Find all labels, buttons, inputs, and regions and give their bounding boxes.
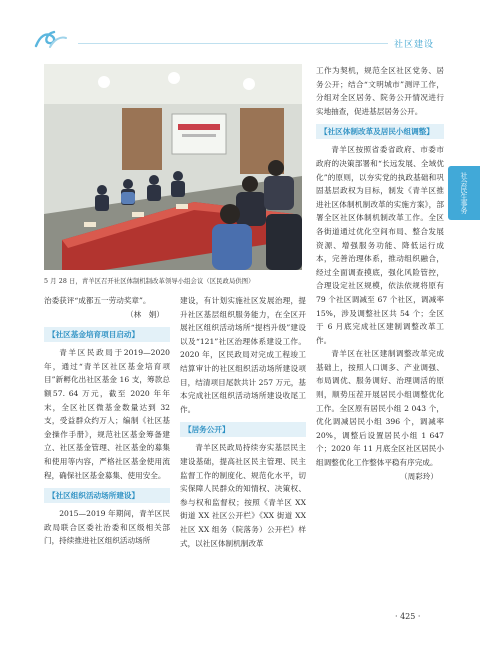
photo-caption: 5 月 28 日，青羊区召开社区体制机制改革领导小组会议（区民政局供图）: [44, 278, 255, 285]
paragraph: 青羊区按照省委省政府、市委市政府的决策部署和“长远发展、全域优化”的原则，以夯实党的执政基础和巩固基层政权为目标，制发《青羊区推进社区体制机制改革的实施方案》，部署全区社区体制机制改革工作。全区各街道通过优化空间布局、整合发展资源、增强服务功能、降低运行成本，完善治理体系，推动组织融合，经过全面调查摸底，强化风险管控，合理设定社区规模，依法依规将原有 79 个社区调减至 67 个社区，调减率 15%，涉及调整社区共 54 个；全区于 6 月底完成社区建制调整改革工作。: [316, 145, 444, 345]
section-heading: 【社区基金培育项目启动】: [44, 327, 170, 342]
section-heading: 【社区体制改革及居民小组调整】: [316, 124, 444, 139]
paragraph: 青羊区在社区建制调整改革完成基础上，按照人口调多、产业调强、布局调优、服务调好、治理调活的原则，顺势压茬开展居民小组调整优化工作。全区原有居民小组 2 043 个，优化调减居民小组 396 个，调减率 20%，调整后设置居民小组 1 647 个；2020 年 11 月底全区社区居民小组调整优化工作整体平稳有序完成。: [316, 349, 444, 468]
meeting-photo-illustration: [44, 64, 302, 270]
header-logo-icon: [34, 28, 68, 50]
paragraph: 2015—2019 年期间，青羊区民政局联合区委社治委和区级相关部门，持续推进社区组织活动场所: [44, 509, 170, 546]
section-header-title: 社区建设: [394, 40, 435, 50]
section-heading: 【居务公开】: [180, 422, 306, 437]
page-number: · 425 ·: [395, 612, 421, 621]
text-column-3: [316, 64, 444, 483]
text-column-2: [180, 294, 306, 550]
paragraph: 建设，有计划实施社区发展治理，提升社区基层组织服务能力，在全区开展社区组织活动场所“提档升级”建设以及“121”社区治理体系建设工作。2020 年，区民政局对完成工程竣工结算审计的社区组织活动场所建设项目，结清项目尾款共计 257 万元，基本完成社区组织活动场所建设收尾工作。: [180, 296, 306, 414]
author-credit: （林 娟）: [126, 309, 164, 319]
section-heading: 【社区组织活动场所建设】: [44, 488, 170, 503]
paragraph: 青羊区民政局于2019—2020 年，通过“青羊区社区基金培育项目”新孵化出社区基金 16 支，筹款总额57. 64 万元，截至 2020 年年末，全区社区微基金数量达到 32 支，受益群众约万人；编制《社区基金操作手册》，规范社区基金筹备建立、社区基金管理、社区基金的募集和使用等内容，严格社区基金使用流程，确保社区基金募集、使用安全。: [44, 348, 170, 480]
paragraph: 治委获评“成都五一劳动奖章”。: [44, 296, 151, 305]
author-credit: （周彩玲）: [400, 471, 438, 481]
meeting-photo: [44, 64, 302, 270]
paragraph: 工作为契机，规范全区社区党务、居务公开；结合“文明城市”测评工作，分组对全区居务、院务公开情况进行实地抽查，促进基层居务公开。: [316, 66, 444, 116]
paragraph: 青羊区民政局持续夯实基层民主建设基础，提高社区民主管理、民主监督工作的制度化、规范化水平，切实保障人民群众的知情权、决策权、参与权和监督权；按照《青羊区 XX 街道 XX 社区公开栏》《XX 街道 XX 社区 XX 组务（院落务）公开栏》样式，以社区体制机制改革: [180, 443, 306, 548]
side-section-tab: 社会民生事务: [448, 166, 480, 220]
header-rule: [78, 43, 388, 44]
text-column-1: [44, 294, 170, 548]
